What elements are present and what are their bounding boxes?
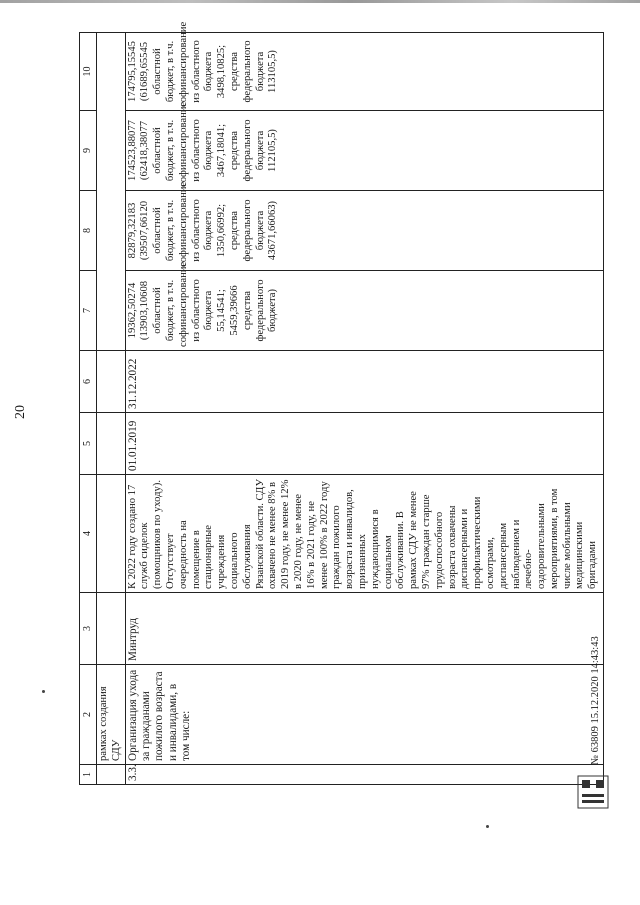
funding-2020-total: 82879,32183 <box>126 202 138 259</box>
row-funding-2019 <box>125 261 603 351</box>
col-header-3: 3 <box>80 593 97 665</box>
section-continuation-row <box>97 33 126 785</box>
funding-2020-detail: (39507,66120 областной бюджет, в т.ч. софинансирование из областного бюджета 1350,66992; средства федерального бюджета 43671,66063) <box>139 181 279 267</box>
section-empty-cell <box>97 413 126 475</box>
section-empty-cell <box>97 593 126 665</box>
table-row <box>125 33 603 785</box>
document-stamp: № 63809 15.12.2020 14:43:43 <box>590 636 601 765</box>
section-empty-cell <box>97 765 126 785</box>
col-header-1: 1 <box>80 765 97 785</box>
section-text: рамках создания СДУ <box>97 665 126 765</box>
rotated-table-wrapper <box>79 21 604 785</box>
section-empty-cell <box>97 475 126 593</box>
funding-2022-total: 174795,15545 <box>126 41 138 102</box>
registry-emblem-icon <box>576 772 610 812</box>
funding-2019-detail: (13903,10608 областной бюджет, в т.ч. софинансирование из областного бюджета 55,14541; 5459,39666 средства федерального бюджета) <box>139 261 279 347</box>
row-result: К 2022 году создано 17 служб сиделок (помощников по уходу). Отсутствует очередность на помещение в стационарные учреждения социального обслуживания Рязанской области. СДУ охвачено не менее 8% в 2019 году, не менее 12% в 2020 году, не менее 16% в 2021 году, не менее 100% в 2022 году граждан пожилого возраста и инвалидов, признанных нуждающимися в социальном обслуживании. В рамках СДУ не менее 97% граждан старше трудоспособного возраста охвачены диспансерными и профилактическими осмотрами, диспансерным наблюдением и лечебно-оздоровительными мероприятиями, в том числе мобильными медицинскими бригадами <box>125 475 603 593</box>
row-funding-2022 <box>125 21 603 111</box>
section-empty-cell <box>97 33 126 351</box>
col-header-4: 4 <box>80 475 97 593</box>
row-end-date: 31.12.2022 <box>125 351 603 413</box>
document-stamp-wrapper <box>590 636 601 765</box>
scan-edge <box>0 0 640 3</box>
page-number: 20 <box>13 405 28 419</box>
col-header-5: 5 <box>80 413 97 475</box>
row-name: Организация ухода за гражданами пожилого возраста и инвалидами, в том числе: <box>125 665 603 765</box>
row-funding-2020 <box>125 181 603 271</box>
program-table <box>79 21 604 785</box>
col-header-7: 7 <box>80 271 97 351</box>
scan-speck <box>486 825 489 828</box>
row-start-date: 01.01.2019 <box>125 413 603 475</box>
section-empty-cell <box>97 351 126 413</box>
col-header-10: 10 <box>80 33 97 111</box>
row-funding-2021 <box>125 101 603 191</box>
column-number-row <box>80 33 97 785</box>
row-executor: Минтруд <box>125 593 603 665</box>
row-number: 3.3. <box>125 765 603 785</box>
funding-2019-total: 19362,50274 <box>126 282 138 339</box>
funding-2021-total: 174523,88077 <box>126 120 138 181</box>
col-header-9: 9 <box>80 111 97 191</box>
col-header-8: 8 <box>80 191 97 271</box>
funding-2021-detail: (62418,38077 областной бюджет, в т.ч. софинансирование из областного бюджета 3467,18041; средства федерального бюджета 112105,5) <box>139 101 279 187</box>
scan-speck <box>42 690 45 693</box>
col-header-2: 2 <box>80 665 97 765</box>
col-header-6: 6 <box>80 351 97 413</box>
funding-2022-detail: (61689,65545 областной бюджет, в т.ч. софинансирование из областного бюджета 3498,10825; средства федерального бюджета 113105,5) <box>139 21 279 107</box>
